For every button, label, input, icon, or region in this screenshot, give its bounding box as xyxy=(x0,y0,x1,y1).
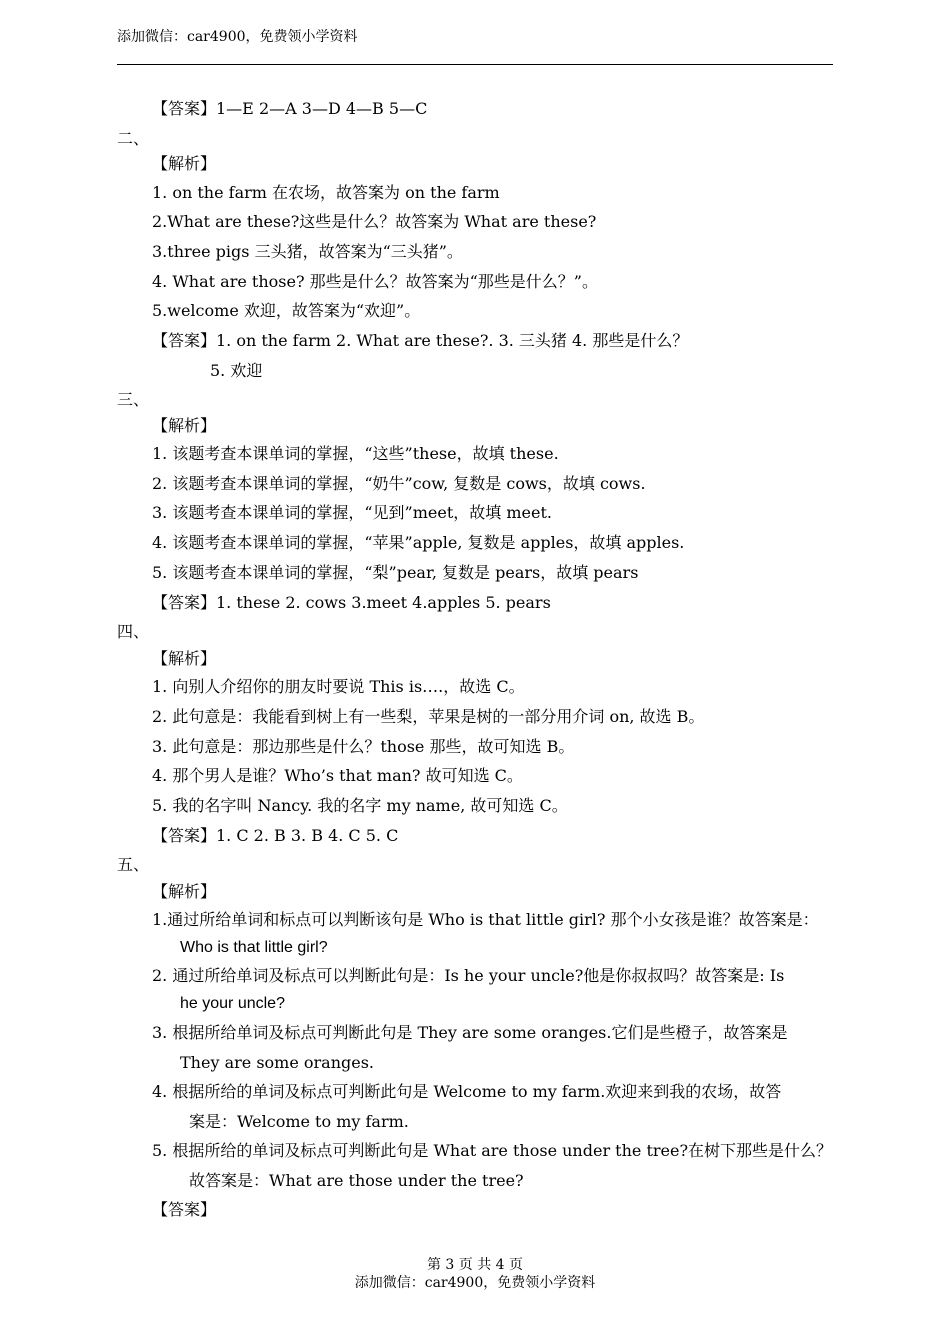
s2-analysis-label: 【解析】 xyxy=(152,154,217,173)
s4-answer: 【答案】1. C 2. B 3. B 4. C 5. C xyxy=(152,826,399,845)
s5-line-1a: 1.通过所给单词和标点可以判断该句是 Who is that little girl? 那个小女孩是谁？故答案是： xyxy=(152,910,819,929)
s4-line-5: 5. 我的名字叫 Nancy. 我的名字 my name, 故可知选 C。 xyxy=(152,796,568,815)
s5-line-4b: 案是：Welcome to my farm. xyxy=(189,1112,409,1131)
s5-line-5b: 故答案是：What are those under the tree? xyxy=(189,1171,524,1190)
s5-line-2b: he your uncle? xyxy=(180,995,285,1012)
s5-analysis-label: 【解析】 xyxy=(152,882,217,901)
s3-line-5: 5. 该题考查本课单词的掌握，“梨”pear, 复数是 pears，故填 pears xyxy=(152,563,639,582)
s3-heading: 三、 xyxy=(117,390,150,409)
s4-line-3: 3. 此句意是：那边那些是什么？those 那些，故可知选 B。 xyxy=(152,737,575,756)
s5-answer: 【答案】 xyxy=(152,1200,217,1219)
header-text: 添加微信：car4900，免费领小学资料 xyxy=(117,29,358,45)
s3-line-3: 3. 该题考查本课单词的掌握，“见到”meet，故填 meet. xyxy=(152,503,552,522)
footer-text: 添加微信：car4900，免费领小学资料 xyxy=(354,1275,596,1291)
s5-line-5a: 5. 根据所给的单词及标点可判断此句是 What are those under the tree?在树下那些是什么？ xyxy=(152,1141,833,1160)
s2-line-5: 5.welcome 欢迎，故答案为“欢迎”。 xyxy=(152,301,421,320)
s4-analysis-label: 【解析】 xyxy=(152,649,217,668)
s2-line-4: 4. What are those? 那些是什么？故答案为“那些是什么？”。 xyxy=(152,272,598,291)
header-rule xyxy=(117,64,833,65)
s3-line-1: 1. 该题考查本课单词的掌握，“这些”these，故填 these. xyxy=(152,444,559,463)
s5-line-3b: They are some oranges. xyxy=(180,1053,375,1072)
s4-line-2: 2. 此句意是：我能看到树上有一些梨，苹果是树的一部分用介词 on, 故选 B。 xyxy=(152,707,705,726)
s1-answer: 【答案】1—E 2—A 3—D 4—B 5—C xyxy=(152,99,428,118)
s5-line-4a: 4. 根据所给的单词及标点可判断此句是 Welcome to my farm.欢迎来到我的农场，故答 xyxy=(152,1082,782,1101)
s4-line-4: 4. 那个男人是谁？Who’s that man? 故可知选 C。 xyxy=(152,766,523,785)
s5-heading: 五、 xyxy=(117,855,150,874)
s5-line-1b: Who is that little girl? xyxy=(180,939,328,956)
s3-answer: 【答案】1. these 2. cows 3.meet 4.apples 5. pears xyxy=(152,593,551,612)
s5-line-2a: 2. 通过所给单词及标点可以判断此句是：Is he your uncle?他是你叔叔吗？故答案是: Is xyxy=(152,966,785,985)
s3-line-4: 4. 该题考查本课单词的掌握，“苹果”apple, 复数是 apples，故填 apples. xyxy=(152,533,685,552)
s3-line-2: 2. 该题考查本课单词的掌握，“奶牛”cow, 复数是 cows，故填 cows. xyxy=(152,474,646,493)
s2-line-2: 2.What are these?这些是什么？故答案为 What are these? xyxy=(152,212,597,231)
s2-line-1: 1. on the farm 在农场，故答案为 on the farm xyxy=(152,183,500,202)
s2-heading: 二、 xyxy=(117,129,150,148)
s4-line-1: 1. 向别人介绍你的朋友时要说 This is….，故选 C。 xyxy=(152,677,525,696)
page-number: 第 3 页 共 4 页 xyxy=(426,1257,524,1273)
s5-line-3a: 3. 根据所给单词及标点可判断此句是 They are some oranges.它们是些橙子，故答案是 xyxy=(152,1023,788,1042)
s3-analysis-label: 【解析】 xyxy=(152,416,217,435)
s2-answer: 【答案】1. on the farm 2. What are these?. 3. 三头猪 4. 那些是什么？ xyxy=(152,331,689,350)
s2-line-3: 3.three pigs 三头猪，故答案为“三头猪”。 xyxy=(152,242,463,261)
s4-heading: 四、 xyxy=(117,622,150,641)
s2-answer-cont: 5. 欢迎 xyxy=(210,361,263,380)
